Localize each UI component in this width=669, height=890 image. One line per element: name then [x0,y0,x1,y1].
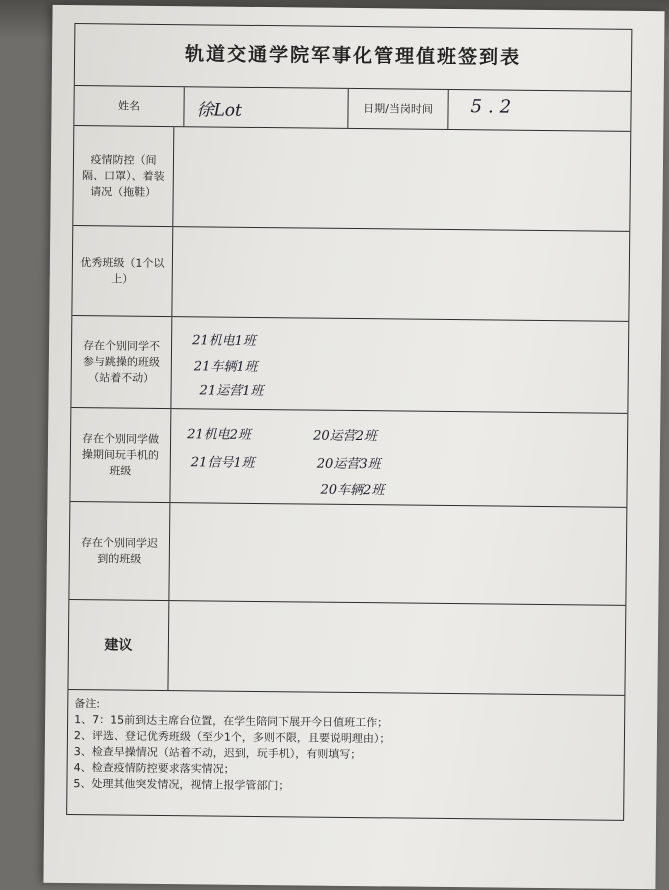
handwritten-entry: 21机电1班 [192,333,257,349]
note-item: 1、7：15前到达主席台位置，在学生陪同下展开今日值班工作； [74,713,389,730]
duty-signin-form [66,23,632,821]
handwritten-entry: 21运营1班 [199,383,264,400]
phone-usage-label: 存在个别同学做操期间玩手机的班级 [70,408,171,502]
late-row [69,502,626,606]
handwritten-entry: 20运营3班 [316,456,381,473]
notes-row [67,690,624,822]
epidemic-label: 疫情防控（间隔、口罩）、着装请况（拖鞋） [73,126,174,226]
excellent-class-label: 优秀班级（1个以上） [72,226,173,316]
handwritten-entry: 21车辆1班 [193,359,258,375]
date-label: 日期/当岗时间 [348,89,448,129]
name-label: 姓名 [74,86,184,126]
name-value-cell [184,87,348,128]
handwritten-entry: 20车辆2班 [320,482,385,499]
not-exercising-label: 存在个别同学不参与跳操的班级（站着不动） [71,316,172,408]
handwritten-entry: 21信号1班 [190,455,255,471]
note-item: 4、检查疫情防控要求落实情况； [73,761,235,776]
note-item: 5、处理其他突发情况，视情上报学管部门； [73,777,290,793]
handwritten-entry: 20运营2班 [313,428,378,445]
not-exercising-row [71,316,628,414]
title-row [75,24,632,92]
note-item: 3、检查早操情况（站着不动，迟到，玩手机），有则填写； [73,745,362,762]
handwritten-entry: 21机电2班 [187,427,252,443]
name-date-row [74,86,630,132]
suggestion-row [68,600,625,696]
date-value-cell [448,90,630,131]
notes-title: 备注: [74,697,101,711]
epidemic-row [73,126,630,232]
phone-usage-row [70,408,627,508]
paper-sheet [43,5,664,889]
form-title: 轨道交通学院军事化管理值班签到表 [184,43,522,69]
note-item: 2、评选、登记优秀班级（至少1个，多则不限，且要说明理由）； [73,729,391,746]
excellent-class-row [72,226,629,322]
suggestion-label: 建议 [68,600,169,690]
notes-block [73,696,390,795]
name-signature: 徐Lot [196,100,242,121]
date-value: 5.2 [470,96,518,118]
late-label: 存在个别同学迟到的班级 [69,502,170,600]
